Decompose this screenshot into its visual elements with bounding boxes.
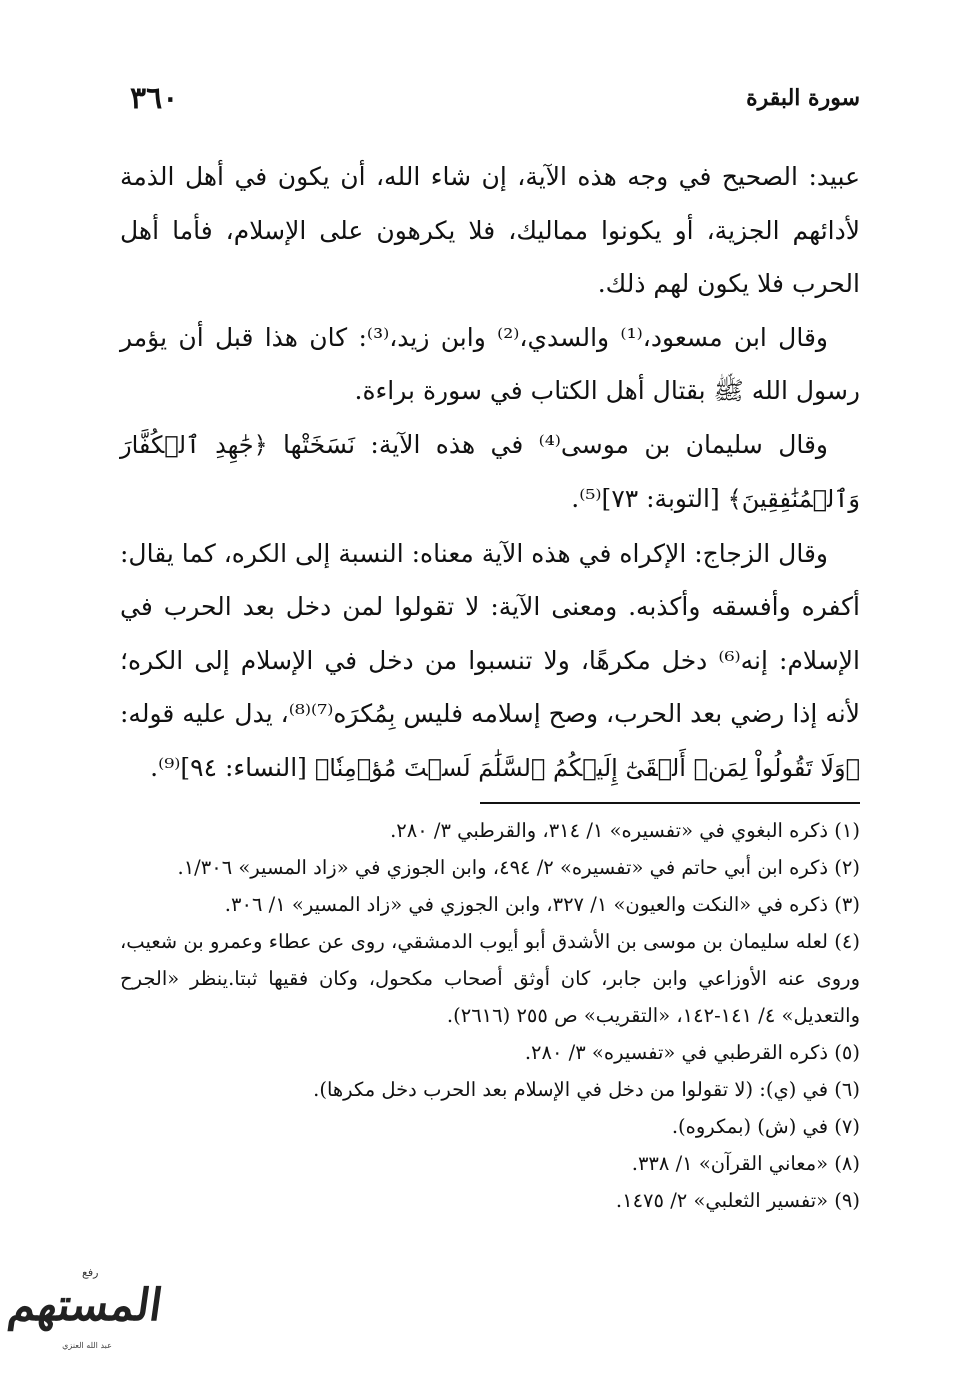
surah-title: سورة البقرة [746, 85, 860, 111]
page-number: ٣٦٠ [130, 80, 179, 116]
paragraph-4-text: وقال الزجاج: الإكراه في هذه الآية معناه: النسبة إلى الكره، كما يقال: أكفره وأفسقه وأكذبه. ومعنى الآية: لا تقولوا لمن دخل بعد الحرب في الإسلام: إنه⁽⁶⁾ دخل مكرهًا، ولا تنسبوا من دخل في الإسلام إلى الكره؛ لأنه إذا رضي بعد الحرب، وصح إسلامه فليس بِمُكرَه⁽⁷⁾⁽⁸⁾، يدل عليه قوله: [120, 538, 860, 728]
logo-small-text: رفع [82, 1266, 99, 1279]
paragraph-3-text: وقال سليمان بن موسى⁽⁴⁾ في هذه الآية: نَسَخَتْها [283, 429, 829, 459]
footnote-separator [480, 802, 860, 804]
footnote: (٨) «معاني القرآن» ١/ ٣٣٨. [631, 1152, 860, 1175]
paragraph-4 [120, 527, 860, 796]
footnotes [120, 812, 860, 1219]
footnote: (٩) «تفسير الثعلبي» ٢/ ١٤٧٥. [615, 1189, 860, 1212]
verse-reference-nisa: [النساء: ٩٤]⁽⁹⁾. [150, 752, 307, 782]
paragraph-1: عبيد: الصحيح في وجه هذه الآية، إن شاء الله، أن يكون في أهل الذمة لأدائهم الجزية، أو يكونوا مماليك، فلا يكرهون على الإسلام، فأما أهل الحرب فلا يكون لهم ذلك. [120, 162, 860, 298]
paragraph-2: وقال ابن مسعود،⁽¹⁾ والسدي،⁽²⁾ وابن زيد،⁽³⁾: كان هذا قبل أن يؤمر رسول الله ﷺ بقتال أهل الكتاب في سورة براءة. [120, 322, 860, 405]
footnote: (٧) في (ش) (بمكروه). [671, 1115, 860, 1138]
footnote: (٣) ذكره في «النكت والعيون» ١/ ٣٢٧، وابن الجوزي في «زاد المسير» ١/ ٣٠٦. [224, 893, 860, 916]
logo-text: المستهم [5, 1280, 166, 1331]
footnote: (٥) ذكره القرطبي في «تفسيره» ٣/ ٢٨٠. [524, 1041, 860, 1064]
footnote: (٦) في (ي): (لا تقولوا من دخل في الإسلام بعد الحرب دخل مكرها). [313, 1078, 860, 1101]
main-text [120, 150, 860, 795]
publisher-logo [5, 1266, 166, 1352]
verse-reference-tawba: [التوبة: ٧٣]⁽⁵⁾. [571, 484, 720, 513]
quran-verse-nisa: ﴿وَلَا تَقُولُواْ لِمَنۡ أَلۡقَىٰٓ إِلَيۡكُمُ ٱلسَّلَٰمَ لَسۡتَ مُؤۡمِنٗا﴾ [314, 753, 860, 782]
footnote: (١) ذكره البغوي في «تفسيره» ١/ ٣١٤، والقرطبي ٣/ ٢٨٠. [390, 819, 860, 842]
quran-verse-tawba: ﴿جَٰهِدِ ٱلۡكُفَّارَ وَٱلۡمُنَٰفِقِينَ﴾ [120, 430, 860, 513]
logo-caption: عبد الله العنزي [62, 1341, 112, 1350]
footnote: (٢) ذكره ابن أبي حاتم في «تفسيره» ٢/ ٤٩٤، وابن الجوزي في «زاد المسير» ١/٣٠٦. [177, 856, 860, 879]
paragraph-3 [120, 418, 860, 527]
footnote: (٤) لعله سليمان بن موسى بن الأشدق أبو أيوب الدمشقي، روى عن عطاء وعمرو بن شعيب، وروى عنه الأوزاعي وابن جابر، كان أوثق أصحاب مكحول، وكان فقيها ثبتا.ينظر «الجرح والتعديل» ٤/ ١٤١-١٤٢، «التقريب» ص ٢٥٥ (٢٦١٦). [120, 930, 860, 1027]
page-header [130, 78, 860, 118]
